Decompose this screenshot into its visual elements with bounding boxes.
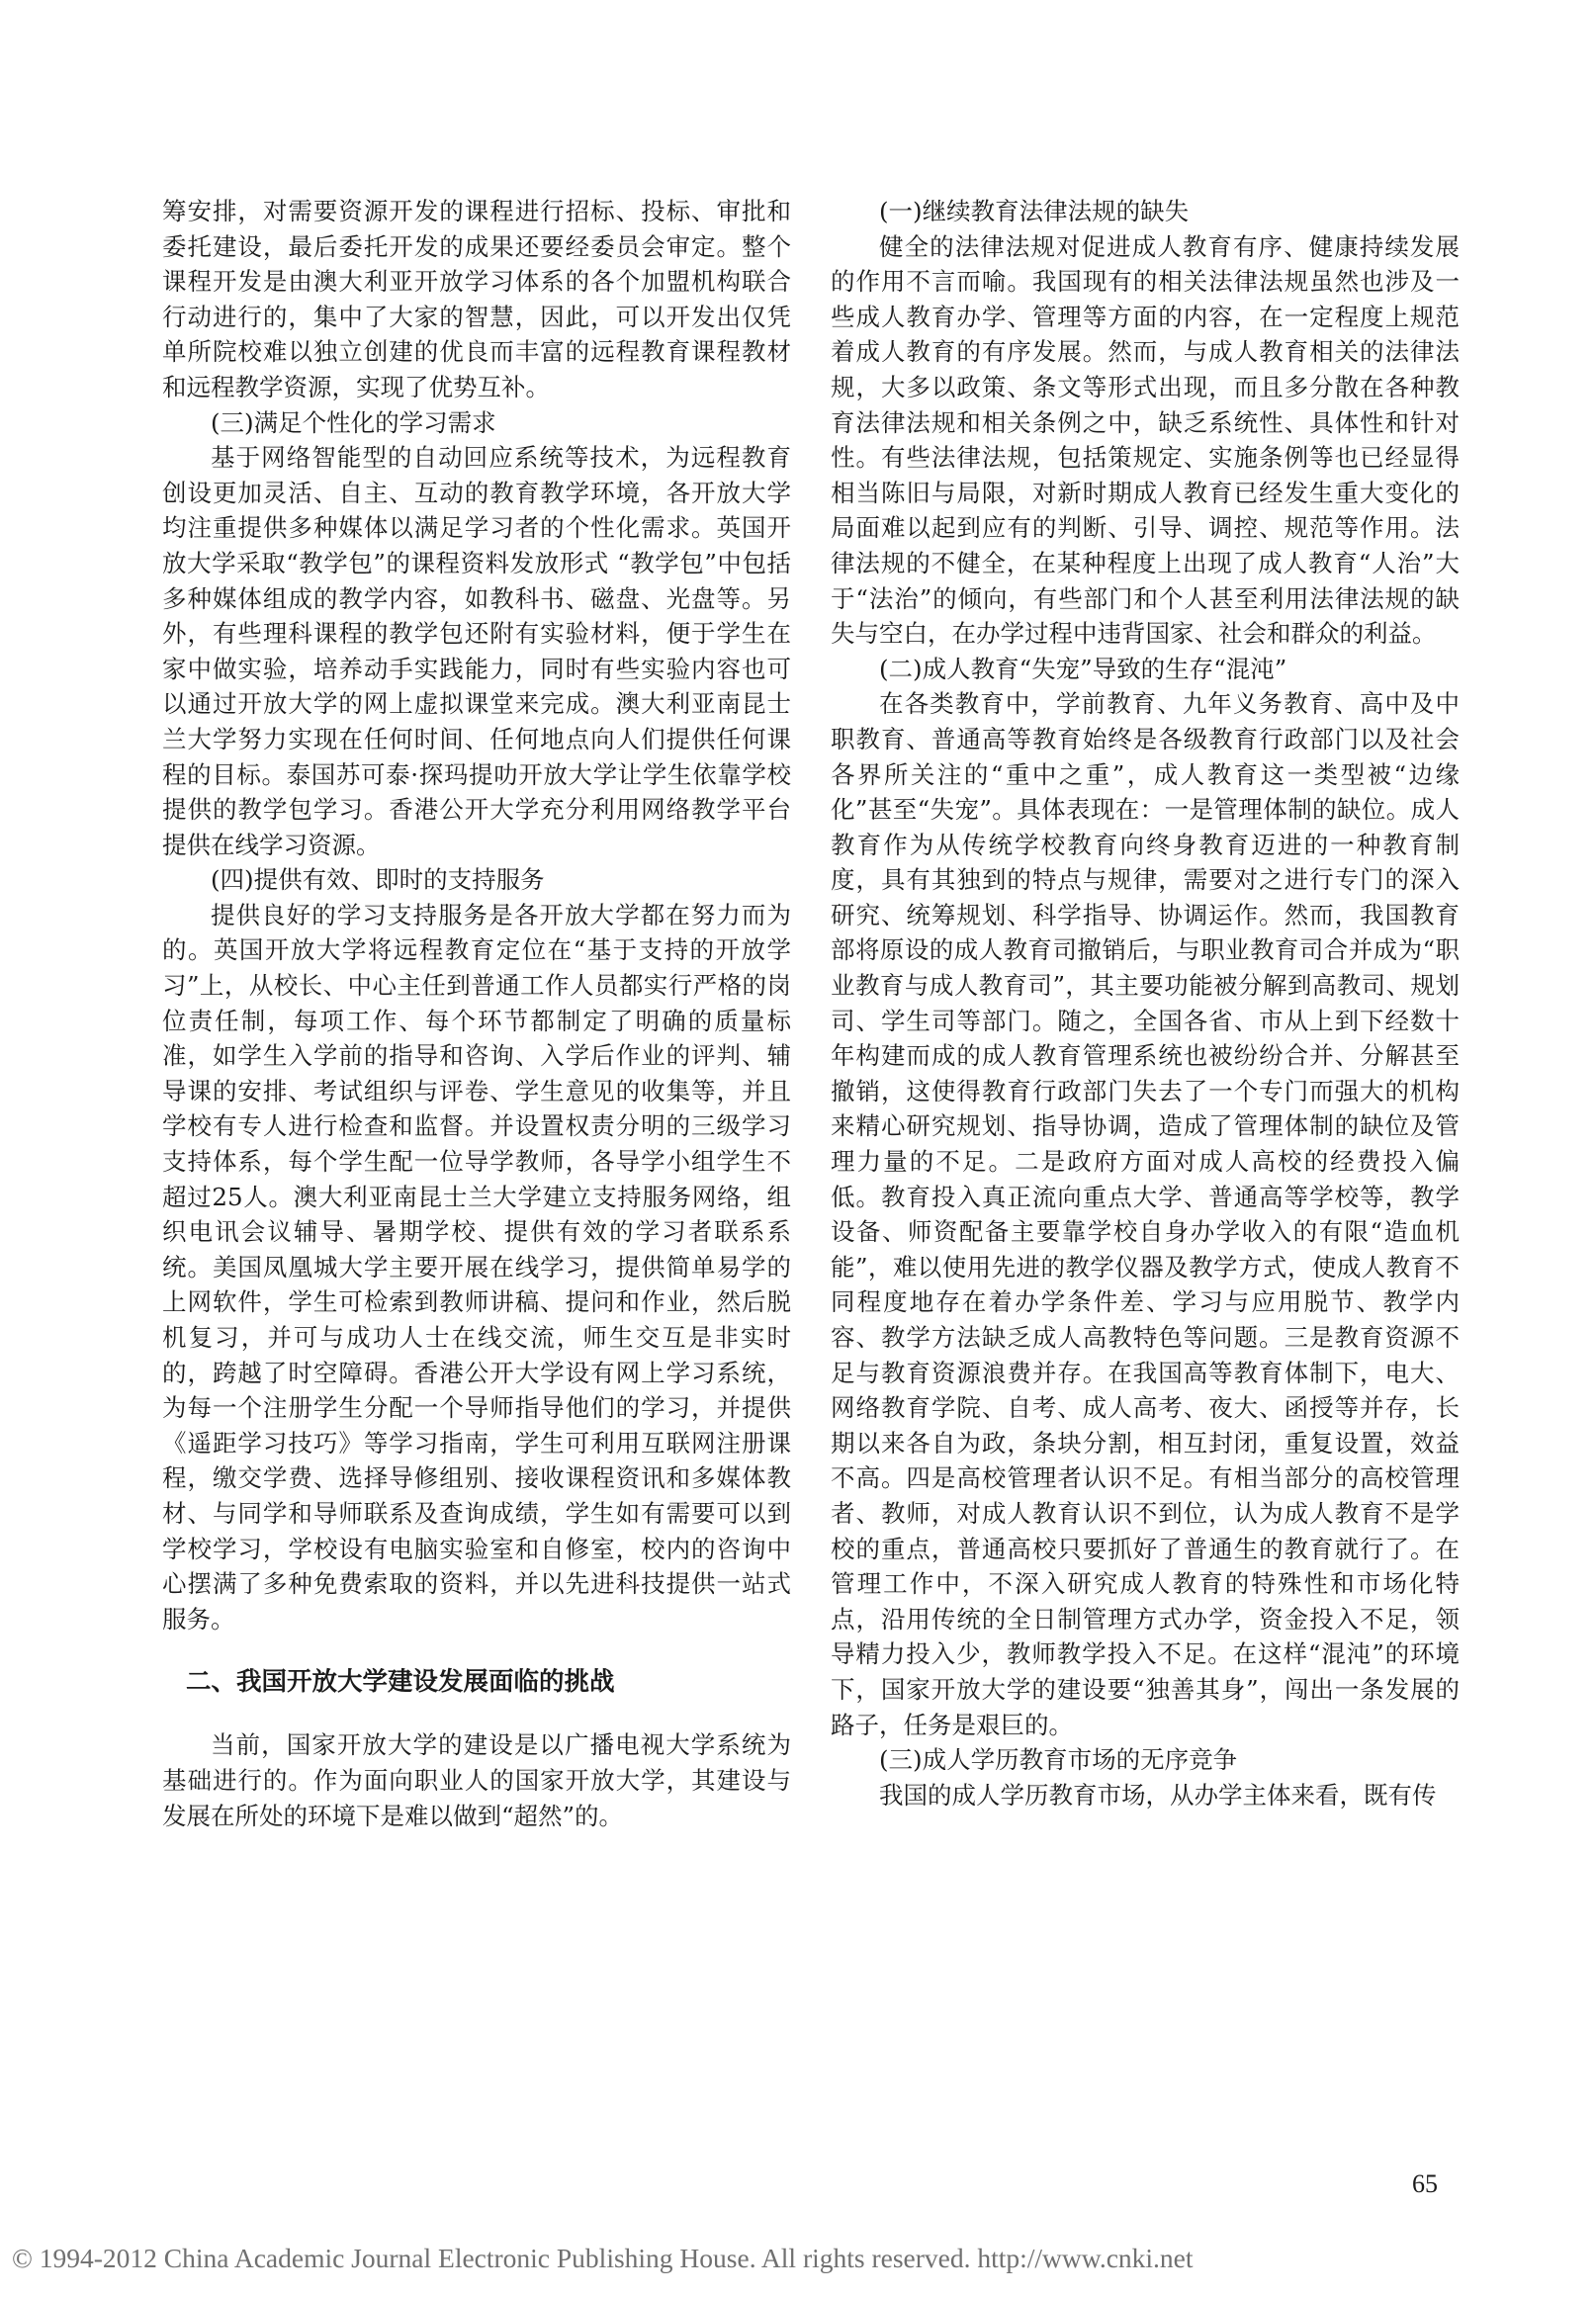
subsection-heading: (四)提供有效、即时的支持服务 [211, 865, 545, 895]
body-paragraph: 基于网络智能型的自动回应系统等技术，为远程教育创设更加灵活、自主、互动的教育教学环境，各开放大学均注重提供多种媒体以满足学习者的个性化需求。英国开放大学采取“教学包”的课程资料发放形式 “教学包”中包括多种媒体组成的教学内容，如教科书、磁盘、光盘等。另外，有些理科课程的教学包还附有实验材料，便于学生在家中做实验，培养动手实践能力，同时有些实验内容也可以通过开放大学的网上虚拟课堂来完成。澳大利亚南昆士兰大学努力实现在任何时间、任何地点向人们提供任何课程的目标。泰国苏可泰·探玛提叻开放大学让学生依靠学校提供的教学包学习。香港公开大学充分利用网络教学平台提供在线学习资源。 [162, 443, 791, 859]
section-heading: 二、我国开放大学建设发展面临的挑战 [186, 1667, 615, 1698]
body-paragraph: 健全的法律法规对促进成人教育有序、健康持续发展的作用不言而喻。我国现有的相关法律法规虽然也涉及一些成人教育办学、管理等方面的内容，在一定程度上规范着成人教育的有序发展。然而，与成人教育相关的法律法规，大多以政策、条文等形式出现，而且多分散在各种教育法律法规和相关条例之中，缺乏系统性、具体性和针对性。有些法律法规，包括策规定、实施条例等也已经显得相当陈旧与局限，对新时期成人教育已经发生重大变化的局面难以起到应有的判断、引导、调控、规范等作用。法律法规的不健全，在某种程度上出现了成人教育“人治”大于“法治”的倾向，有些部门和个人甚至利用法律法规的缺失与空白，在办学过程中违背国家、社会和群众的利益。 [831, 231, 1460, 649]
body-paragraph: 我国的成人学历教育市场，从办学主体来看，既有传 [879, 1780, 1437, 1810]
body-paragraph: 当前，国家开放大学的建设是以广播电视大学系统为基础进行的。作为面向职业人的国家开放大学，其建设与发展在所处的环境下是难以做到“超然”的。 [162, 1730, 791, 1830]
right-column [831, 194, 1460, 1812]
subsection-heading: (二)成人教育“失宠”导致的生存“混沌” [879, 654, 1287, 683]
subsection-heading: (一)继续教育法律法规的缺失 [879, 197, 1190, 225]
copyright-footer: © 1994-2012 China Academic Journal Electronic Publishing House. All rights reserved. http://www.cnki.net [12, 2243, 1194, 2273]
page-number: 65 [1412, 2169, 1438, 2198]
subsection-heading: (三)成人学历教育市场的无序竞争 [879, 1745, 1238, 1775]
subsection-heading: (三)满足个性化的学习需求 [211, 407, 496, 437]
body-paragraph: 提供良好的学习支持服务是各开放大学都在努力而为的。英国开放大学将远程教育定位在“基于支持的开放学习”上，从校长、中心主任到普通工作人员都实行严格的岗位责任制，每项工作、每个环节都制定了明确的质量标准，如学生入学前的指导和咨询、入学后作业的评判、辅导课的安排、考试组织与评卷、学生意见的收集等，并且学校有专人进行检查和监督。并设置权责分明的三级学习支持体系，每个学生配一位导学教师，各导学小组学生不超过25人。澳大利亚南昆士兰大学建立支持服务网络，组织电讯会议辅导、暑期学校、提供有效的学习者联系系统。美国凤凰城大学主要开展在线学习，提供简单易学的上网软件，学生可检索到教师讲稿、提问和作业，然后脱机复习，并可与成功人士在线交流，师生交互是非实时的，跨越了时空障碍。香港公开大学设有网上学习系统，为每一个注册学生分配一个导师指导他们的学习，并提供《遥距学习技巧》等学习指南，学生可利用互联网注册课程，缴交学费、选择导修组别、接收课程资讯和多媒体教材、与同学和导师联系及查询成绩，学生如有需要可以到学校学习，学校设有电脑实验室和自修室，校内的咨询中心摆满了多种免费索取的资料，并以先进科技提供一站式服务。 [162, 900, 791, 1634]
left-column [162, 194, 791, 1833]
body-paragraph: 在各类教育中，学前教育、九年义务教育、高中及中职教育、普通高等教育始终是各级教育行政部门以及社会各界所关注的“重中之重”，成人教育这一类型被“边缘化”甚至“失宠”。具体表现在：一是管理体制的缺位。成人教育作为从传统学校教育向终身教育迈进的一种教育制度，具有其独到的特点与规律，需要对之进行专门的深入研究、统筹规划、科学指导、协调运作。然而，我国教育部将原设的成人教育司撤销后，与职业教育司合并成为“职业教育与成人教育司”，其主要功能被分解到高教司、规划司、学生司等部门。随之，全国各省、市从上到下经数十年构建而成的成人教育管理系统也被纷纷合并、分解甚至撤销，这使得教育行政部门失去了一个专门而强大的机构来精心研究规划、指导协调，造成了管理体制的缺位及管理力量的不足。二是政府方面对成人高校的经费投入偏低。教育投入真正流向重点大学、普通高等学校等，教学设备、师资配备主要靠学校自身办学收入的有限“造血机能”，难以使用先进的教学仪器及教学方式，使成人教育不同程度地存在着办学条件差、学习与应用脱节、教学内容、教学方法缺乏成人高教特色等问题。三是教育资源不足与教育资源浪费并存。在我国高等教育体制下，电大、网络教育学院、自考、成人高考、夜大、函授等并存，长期以来各自为政，条块分割，相互封闭，重复设置，效益不高。四是高校管理者认识不足。有相当部分的高校管理者、教师，对成人教育认识不到位，认为成人教育不是学校的重点，普通高校只要抓好了普通生的教育就行了。在管理工作中，不深入研究成人教育的特殊性和市场化特点，沿用传统的全日制管理方式办学，资金投入不足，领导精力投入少，教师教学投入不足。在这样“混沌”的环境下，国家开放大学的建设要“独善其身”，闯出一条发展的路子，任务是艰巨的。 [831, 689, 1460, 1739]
body-paragraph: 筹安排，对需要资源开发的课程进行招标、投标、审批和委托建设，最后委托开发的成果还要经委员会审定。整个课程开发是由澳大利亚开放学习体系的各个加盟机构联合行动进行的，集中了大家的智慧，因此，可以开发出仅凭单所院校难以独立创建的优良而丰富的远程教育课程教材和远程教学资源，实现了优势互补。 [162, 197, 791, 401]
